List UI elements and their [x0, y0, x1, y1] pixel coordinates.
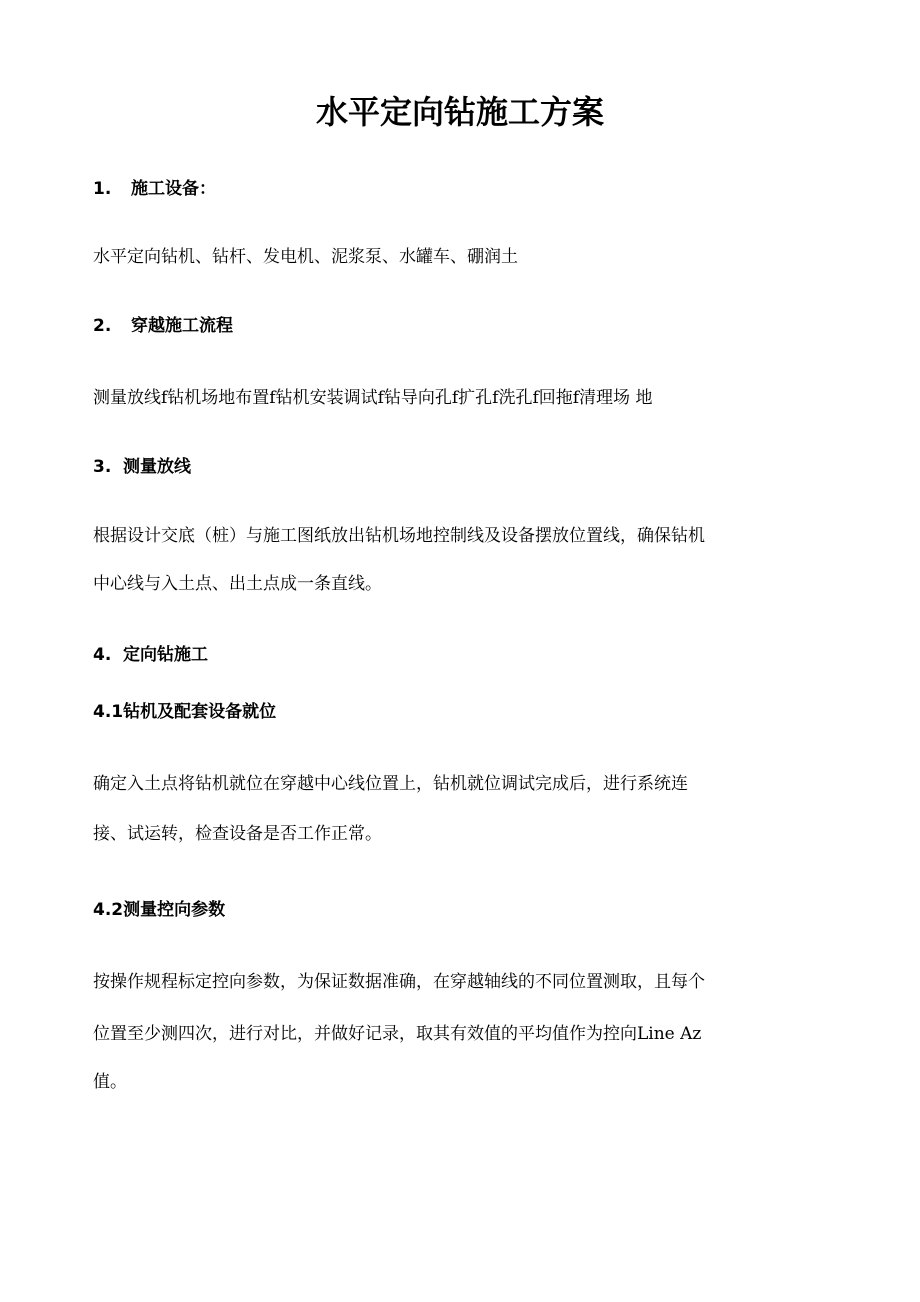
paragraph-line: 接、试运转，检查设备是否工作正常。 — [93, 824, 382, 844]
paragraph-line: 按操作规程标定控向参数，为保证数据准确，在穿越轴线的不同位置测取，且每个 — [93, 972, 705, 992]
paragraph-line: 根据设计交底（桩）与施工图纸放出钻机场地控制线及设备摆放位置线，确保钻机 — [93, 526, 705, 546]
subsection-heading-4-2: 4.2测量控向参数 — [93, 900, 226, 920]
paragraph-line: 中心线与入土点、出土点成一条直线。 — [93, 574, 382, 594]
section-number: 4. — [93, 645, 112, 665]
section-title: 定向钻施工 — [123, 645, 208, 665]
section-number: 1. — [93, 179, 112, 199]
section-heading-3 — [93, 455, 191, 479]
paragraph: 水平定向钻机、钻杆、发电机、泥浆泵、水罐车、硼润土 — [93, 247, 518, 267]
section-number: 2. — [93, 316, 112, 336]
document-title: 水平定向钻施工方案 — [315, 93, 604, 131]
paragraph-line: 位置至少测四次，进行对比，并做好记录，取其有效值的平均值作为控向Line Az — [93, 1024, 702, 1044]
paragraph-line: 确定入土点将钻机就位在穿越中心线位置上，钻机就位调试完成后，进行系统连 — [93, 774, 688, 794]
section-title: 穿越施工流程 — [131, 316, 233, 336]
section-number: 3. — [93, 457, 112, 477]
paragraph-line: 值。 — [93, 1072, 127, 1092]
section-title: 施工设备： — [131, 179, 216, 199]
section-title: 测量放线 — [123, 457, 191, 477]
section-heading-1 — [93, 177, 216, 201]
paragraph: 测量放线f钻机场地布置f钻机安装调试f钻导向孔f扩孔f洗孔f回拖f清理场 地 — [93, 388, 653, 408]
section-heading-4 — [93, 643, 208, 667]
section-heading-2 — [93, 314, 233, 338]
subsection-heading-4-1: 4.1钻机及配套设备就位 — [93, 702, 277, 722]
